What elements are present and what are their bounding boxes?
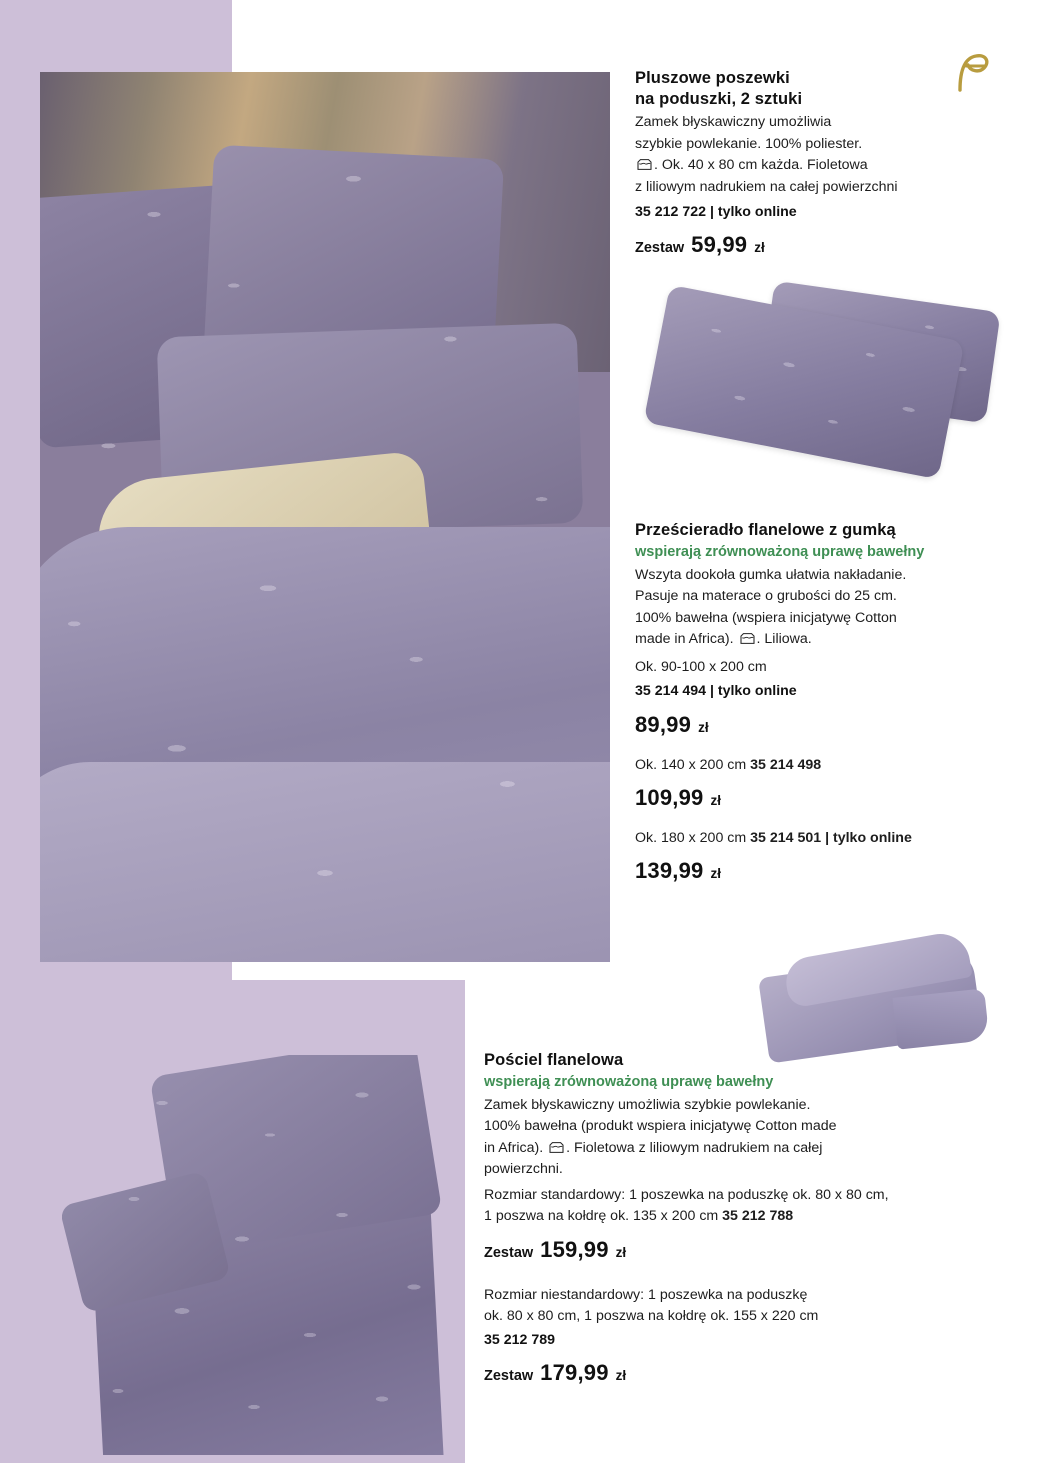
eco-note: wspierają zrównoważoną uprawę bawełny xyxy=(635,544,925,561)
variant-article-number: 35 212 789 xyxy=(484,1332,556,1349)
price-value: 159,99 xyxy=(540,1236,609,1262)
variant-size: Ok. 90-100 x 200 cm xyxy=(635,658,767,675)
variant-size-line-1: Rozmiar niestandardowy: 1 poszewka na poduszkę xyxy=(484,1286,808,1303)
product-description xyxy=(484,1095,1004,1181)
product-title-line2: na poduszki, 2 sztuki xyxy=(635,90,803,109)
desc-line-1: Zamek błyskawiczny umożliwia szybkie powlekanie. xyxy=(484,1096,811,1113)
price-currency: zł xyxy=(615,1244,627,1260)
variant-price xyxy=(484,1237,1004,1263)
sheet-edge xyxy=(893,988,990,1049)
product-price xyxy=(635,232,1005,258)
variant-price xyxy=(635,712,1015,738)
variant-size-line-2 xyxy=(484,1206,1004,1227)
desc-line-4-tail: . Liliowa. xyxy=(756,631,812,648)
product-title xyxy=(635,68,1005,110)
desc-line-4: powierzchni. xyxy=(484,1161,563,1178)
price-label: Zestaw xyxy=(484,1368,534,1385)
variant-price xyxy=(635,785,1015,811)
price-value: 59,99 xyxy=(691,231,748,257)
variant-size-line-1: Rozmiar standardowy: 1 poszewka na poduszkę ok. 80 x 80 cm, xyxy=(484,1186,889,1203)
product-title: Pościel flanelowa xyxy=(484,1051,624,1069)
variant-article-number: 35 214 498 xyxy=(750,756,822,773)
price-currency: zł xyxy=(698,719,709,735)
desc-line-4: made in Africa). xyxy=(635,631,734,648)
price-value: 179,99 xyxy=(540,1360,609,1386)
variant-article-number: 35 214 501 | tylko online xyxy=(750,829,912,846)
wash-care-icon xyxy=(739,631,756,644)
product-title-line1: Pluszowe poszewki xyxy=(635,69,790,87)
desc-line-2: szybkie powlekanie. 100% poliester. xyxy=(635,135,863,152)
desc-line-3-tail: . Fioletowa z liliowym nadrukiem na całej xyxy=(566,1139,823,1156)
variant-size: Ok. 180 x 200 cm xyxy=(635,829,751,846)
product-article-number: 35 212 722 | tylko online xyxy=(635,203,797,220)
wash-care-icon xyxy=(636,157,653,170)
product-block-fitted-sheet xyxy=(635,520,1015,884)
desc-line-3: in Africa). xyxy=(484,1139,544,1156)
price-value: 109,99 xyxy=(635,784,704,810)
variant-article-number: 35 212 788 xyxy=(722,1208,794,1225)
wash-care-icon xyxy=(548,1140,565,1153)
photo-leaf-pattern xyxy=(40,72,610,962)
price-currency: zł xyxy=(710,792,722,808)
variant-140x200 xyxy=(635,755,1015,811)
eco-note: wspierają zrównoważoną uprawę bawełny xyxy=(484,1074,774,1091)
price-currency: zł xyxy=(710,866,722,882)
variant-standard xyxy=(484,1185,1004,1263)
variant-180x200 xyxy=(635,828,1015,884)
product-block-pillowcases xyxy=(635,68,1005,258)
hero-bedding-photo xyxy=(40,72,610,962)
desc-line-4: z liliowym nadrukiem na całej powierzchni xyxy=(635,178,898,195)
variant-90-100x200 xyxy=(635,657,1015,738)
desc-line-1: Zamek błyskawiczny umożliwia xyxy=(635,114,832,131)
variant-price xyxy=(635,858,1015,884)
price-currency: zł xyxy=(754,239,765,255)
variant-nonstandard xyxy=(484,1285,1004,1387)
price-currency: zł xyxy=(615,1368,627,1384)
desc-line-2: Pasuje na materace o grubości do 25 cm. xyxy=(635,588,897,605)
variant-size-line-2: ok. 80 x 80 cm, 1 poszwa na kołdrę ok. 155 x 220 cm xyxy=(484,1307,819,1324)
product-title: Prześcieradło flanelowe z gumką xyxy=(635,521,896,539)
variant-size-line xyxy=(635,755,1015,776)
variant-article-number: 35 214 494 | tylko online xyxy=(635,683,797,700)
product-description xyxy=(635,112,1005,198)
price-value: 89,99 xyxy=(635,711,692,737)
bedding-set-product-photo xyxy=(62,1055,462,1455)
desc-line-2: 100% bawełna (produkt wspiera inicjatywę Cotton made xyxy=(484,1118,837,1135)
product-block-bedding-set xyxy=(484,1050,1004,1386)
variant-size: 1 poszwa na kołdrę ok. 135 x 200 cm xyxy=(484,1208,723,1225)
variant-price xyxy=(484,1360,1004,1386)
pillowcases-product-photo xyxy=(636,290,996,505)
price-value: 139,99 xyxy=(635,858,704,884)
desc-line-3: 100% bawełna (wspiera inicjatywę Cotton xyxy=(635,609,897,626)
desc-line-1: Wszyta dookoła gumka ułatwia nakładanie. xyxy=(635,566,907,583)
variant-size: Ok. 140 x 200 cm xyxy=(635,756,751,773)
variant-size-line xyxy=(635,828,1015,849)
product-description xyxy=(635,565,1015,651)
bedding-leaf-pattern xyxy=(62,1055,462,1455)
desc-line-3: . Ok. 40 x 80 cm każda. Fioletowa xyxy=(654,157,868,174)
price-label: Zestaw xyxy=(484,1244,534,1261)
price-label: Zestaw xyxy=(635,239,685,256)
